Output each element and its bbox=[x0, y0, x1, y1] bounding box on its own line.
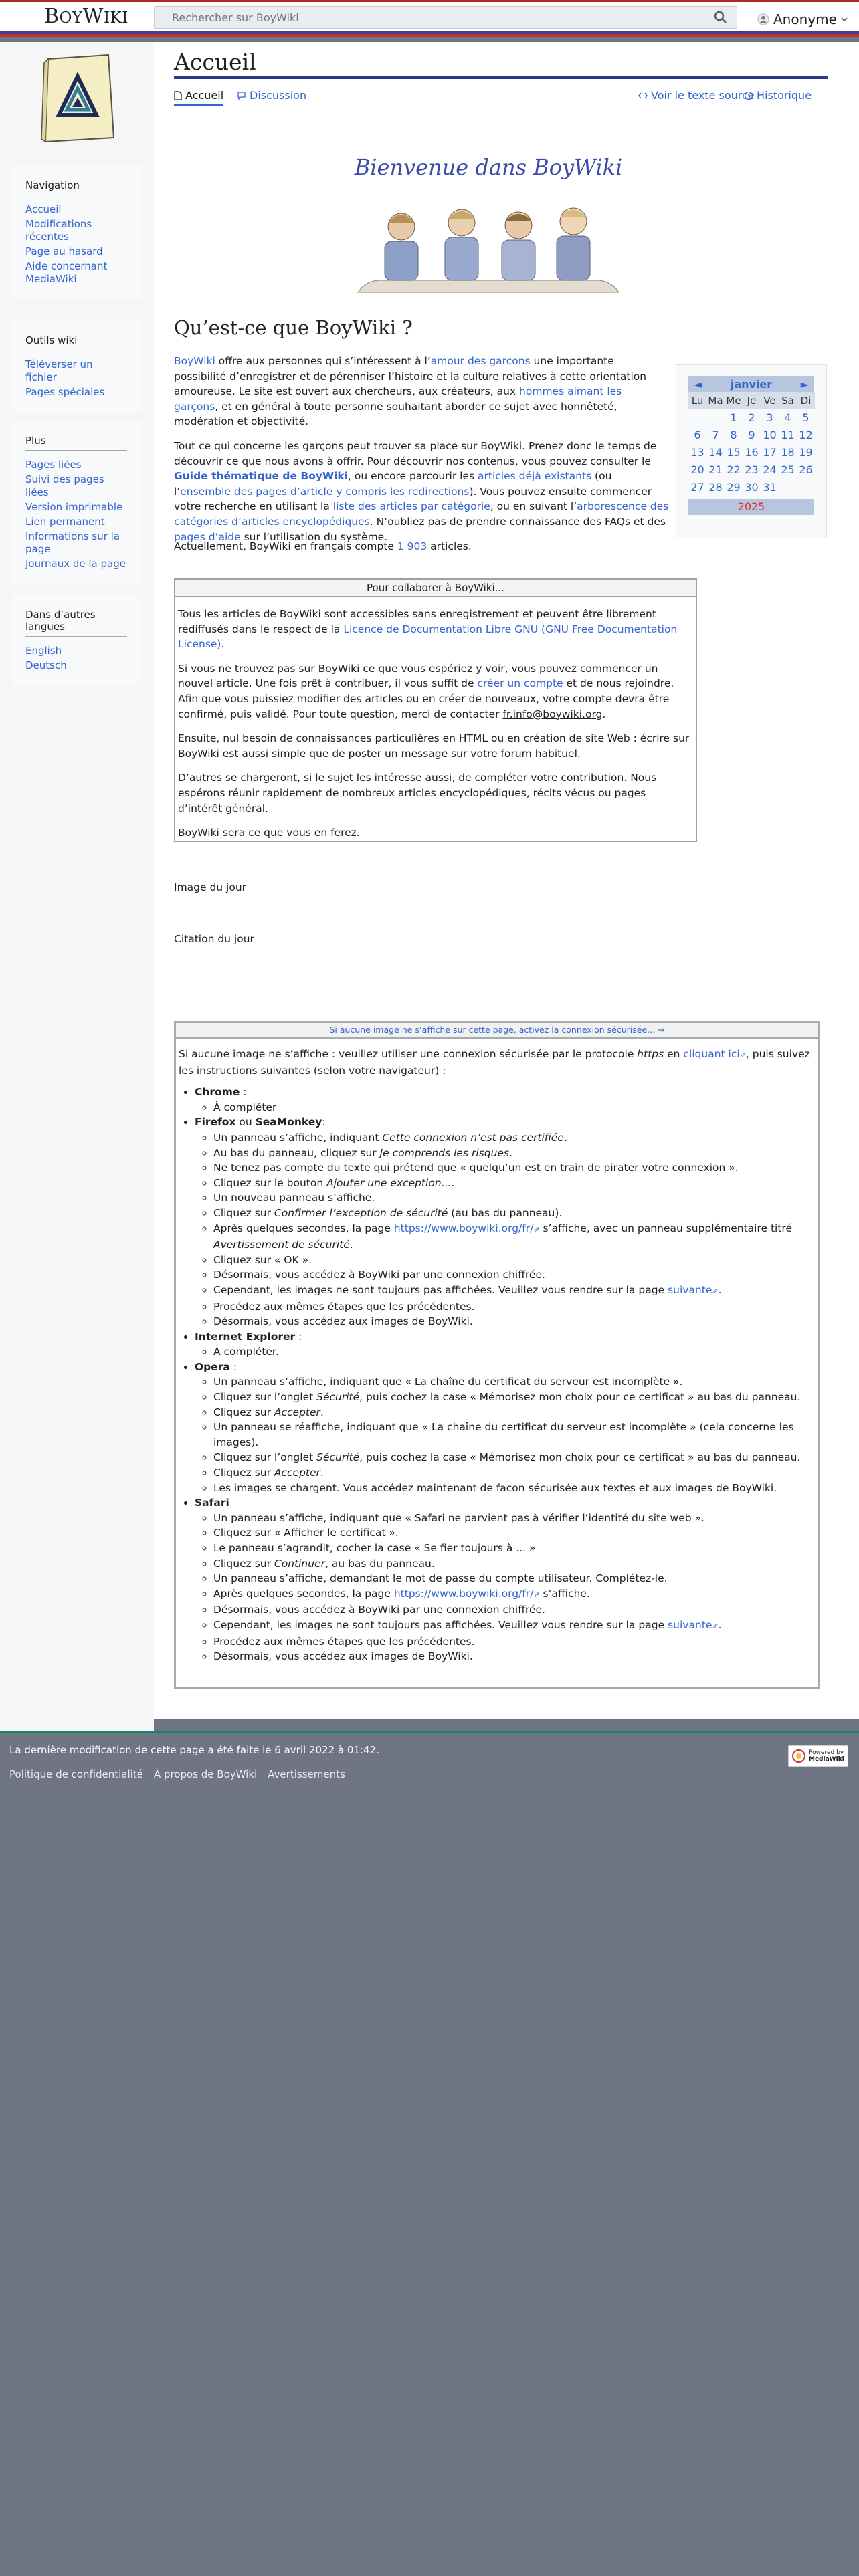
wordmark-w: W bbox=[82, 5, 104, 28]
browser-step bbox=[213, 1100, 816, 1115]
text-run: Tous les articles de BoyWiki sont accessibles sans enregistrement et peuvent être librement rediffusés dans le respect de la bbox=[178, 608, 656, 635]
inline-link[interactable]: BoyWiki bbox=[174, 355, 215, 367]
text-run: : bbox=[322, 1116, 326, 1129]
inline-link[interactable]: 1 903 bbox=[397, 540, 427, 552]
inline-link[interactable]: suivante bbox=[668, 1618, 712, 1631]
sidebar-item-special-pages[interactable]: Pages spéciales bbox=[25, 386, 105, 398]
browser-step bbox=[213, 1176, 816, 1191]
calendar-day[interactable]: 15 bbox=[727, 446, 741, 459]
header-red-rule bbox=[0, 34, 859, 37]
calendar-grid bbox=[688, 392, 814, 496]
calendar-day[interactable]: 1 bbox=[730, 411, 737, 424]
calendar-day bbox=[706, 409, 725, 427]
calendar-day[interactable]: 13 bbox=[690, 446, 704, 459]
text-run: À compléter. bbox=[213, 1346, 279, 1358]
calendar-prev-button[interactable]: ◄ bbox=[694, 377, 702, 391]
calendar-day[interactable]: 8 bbox=[730, 429, 737, 441]
wordmark-b: B bbox=[44, 5, 60, 28]
sidebar-item-page-info[interactable]: Informations sur la page bbox=[25, 530, 120, 555]
browser-item bbox=[195, 1495, 816, 1665]
browser-step bbox=[213, 1160, 816, 1176]
calendar-dayname: Ma bbox=[706, 392, 725, 409]
text-run: . bbox=[509, 1146, 512, 1159]
badge-bottom: MediaWiki bbox=[809, 1756, 844, 1763]
langs-portlet bbox=[11, 594, 142, 686]
badge-top: Powered by bbox=[809, 1749, 844, 1756]
article-count bbox=[174, 540, 472, 552]
text-run: . bbox=[320, 1406, 324, 1418]
tab-view-source-label: Voir le texte source bbox=[651, 89, 755, 102]
calendar-day[interactable]: 25 bbox=[781, 463, 795, 476]
tools-title: Outils wiki bbox=[25, 334, 127, 350]
sidebar-item-upload[interactable]: Téléverser un fichier bbox=[25, 358, 93, 383]
text-run: Cette connexion n’est pas certifiée bbox=[382, 1131, 564, 1144]
calendar-day bbox=[797, 479, 815, 496]
footer-links bbox=[9, 1768, 345, 1780]
text-run: Désormais, vous accédez aux images de BoyWiki. bbox=[213, 1315, 473, 1328]
calendar-day[interactable]: 27 bbox=[690, 481, 704, 494]
text-run: Avertissement de sécurité bbox=[213, 1239, 350, 1251]
text-run: Accepter bbox=[274, 1406, 320, 1418]
text-run: Tout ce qui concerne les garçons peut trouver sa place sur BoyWiki. Prenez donc le temps de découvrir ce que nous avons à offrir. Pour découvrir nos contenus, vous pouvez consulter le bbox=[174, 439, 657, 467]
collaborate-paragraph bbox=[178, 731, 693, 761]
tab-talk-label: Discussion bbox=[250, 89, 307, 102]
nav-portlet bbox=[11, 165, 142, 300]
browser-step bbox=[213, 1541, 816, 1556]
https-help-toggle[interactable]: Si aucune image ne s’affiche sur cette page, activez la connexion sécurisée... → bbox=[176, 1023, 818, 1039]
browser-step bbox=[213, 1374, 816, 1390]
browser-item bbox=[195, 1085, 816, 1115]
text-run: Opera bbox=[195, 1360, 230, 1373]
collaborate-title: Pour collaborer à BoyWiki... bbox=[175, 580, 696, 597]
browser-step bbox=[213, 1481, 816, 1496]
text-run: Procédez aux mêmes étapes que les précédentes. bbox=[213, 1635, 475, 1648]
intro-paragraph bbox=[174, 439, 669, 544]
text-run: , puis cochez la case « Mémorisez mon choix pour ce certificat » au bas du panneau. bbox=[359, 1451, 801, 1464]
nav-title: Navigation bbox=[25, 179, 127, 195]
calendar-day[interactable]: 11 bbox=[781, 429, 795, 441]
calendar-day[interactable]: 26 bbox=[799, 463, 813, 476]
banner-text: Bienvenue dans BoyWiki bbox=[354, 154, 623, 180]
text-run: Continuer bbox=[274, 1557, 325, 1570]
text-run: Cependant, les images ne sont toujours pas affichées. Veuillez vous rendre sur la page bbox=[213, 1283, 668, 1296]
collaborate-body bbox=[175, 597, 696, 841]
browser-steps bbox=[195, 1100, 816, 1115]
text-run: . bbox=[718, 1618, 722, 1631]
text-run: Confirmer l’exception de sécurité bbox=[274, 1206, 448, 1219]
welcome-banner bbox=[338, 148, 639, 302]
calendar-day[interactable]: 29 bbox=[727, 481, 741, 494]
browser-step bbox=[213, 1450, 816, 1465]
sidebar-item-printable[interactable]: Version imprimable bbox=[25, 501, 123, 513]
text-run: Ensuite, nul besoin de connaissances particulières en HTML ou en création de site Web : écrire sur BoyWiki est aussi simple que de poster un message sur votre forum habituel. bbox=[178, 732, 690, 760]
browser-step bbox=[213, 1283, 816, 1299]
text-run: (au bas du panneau). bbox=[448, 1206, 563, 1219]
text-run: Chrome bbox=[195, 1086, 240, 1099]
page-icon bbox=[174, 91, 182, 100]
browser-steps bbox=[195, 1344, 816, 1360]
browser-step bbox=[213, 1206, 816, 1221]
text-run: Un panneau se réaffiche, indiquant que « La chaîne du certificat du serveur est incomplète » (cela concerne les images). bbox=[213, 1421, 794, 1448]
inline-link[interactable]: ensemble des pages d’article y compris les redirections bbox=[180, 485, 470, 498]
browser-steps bbox=[195, 1130, 816, 1329]
badge-text bbox=[809, 1749, 844, 1763]
text-run: Sécurité bbox=[316, 1451, 360, 1464]
text-run: . bbox=[451, 1176, 455, 1189]
browser-steps bbox=[195, 1374, 816, 1495]
chevron-down-icon bbox=[841, 17, 848, 22]
sidebar-item-lang-deutsch[interactable]: Deutsch bbox=[25, 659, 67, 671]
browser-step bbox=[213, 1405, 816, 1420]
text-run: Ne tenez pas compte du texte qui prétend que « quelqu’un est en train de pirater votre connexion ». bbox=[213, 1162, 739, 1174]
calendar-day[interactable]: 20 bbox=[690, 463, 704, 476]
calendar-dayname: Lu bbox=[688, 392, 706, 409]
inline-link[interactable]: liste des articles par catégorie bbox=[332, 500, 490, 513]
search-icon[interactable] bbox=[714, 11, 727, 24]
browser-step bbox=[213, 1525, 816, 1541]
site-header bbox=[0, 2, 859, 34]
calendar-widget bbox=[676, 364, 827, 538]
calendar-dayname: Ve bbox=[761, 392, 779, 409]
text-run: en bbox=[664, 1048, 684, 1060]
text-run: À compléter bbox=[213, 1101, 277, 1113]
text-run: . bbox=[718, 1283, 722, 1296]
talk-icon bbox=[237, 91, 246, 100]
calendar-day[interactable]: 17 bbox=[763, 446, 777, 459]
text-run: Désormais, vous accédez à BoyWiki par une connexion chiffrée. bbox=[213, 1269, 545, 1281]
powered-by-mediawiki[interactable] bbox=[788, 1745, 848, 1767]
langs-title: Dans d’autres langues bbox=[25, 609, 127, 637]
calendar-day[interactable]: 14 bbox=[708, 446, 723, 459]
inline-link[interactable]: créer un compte bbox=[477, 677, 563, 690]
browser-list bbox=[179, 1085, 816, 1665]
section-heading: Qu’est-ce que BoyWiki ? bbox=[174, 316, 828, 342]
search-input[interactable] bbox=[155, 7, 703, 28]
code-icon bbox=[638, 91, 648, 100]
https-help-body bbox=[176, 1039, 818, 1665]
footer-disclaimer-link[interactable]: Avertissements bbox=[268, 1768, 345, 1780]
browser-steps bbox=[195, 1511, 816, 1665]
tab-history-label: Historique bbox=[757, 89, 812, 102]
site-logo-icon[interactable] bbox=[33, 51, 120, 146]
text-run: Un panneau s’affiche, demandant le mot de passe du compte utilisateur. Complétez-le. bbox=[213, 1572, 668, 1585]
text-run: , ou encore parcourir les bbox=[348, 470, 478, 483]
browser-step bbox=[213, 1649, 816, 1665]
intro-paragraph bbox=[174, 354, 669, 429]
text-run: Cliquez sur bbox=[213, 1467, 274, 1479]
calendar-dayname: Di bbox=[797, 392, 815, 409]
text-run: offre aux personnes qui s’intéressent à l’ bbox=[215, 355, 431, 367]
text-run: . bbox=[563, 1131, 567, 1144]
calendar-day[interactable]: 19 bbox=[799, 446, 813, 459]
text-run: : bbox=[295, 1330, 302, 1343]
text-run: Je comprends les risques bbox=[379, 1146, 510, 1159]
text-run: : bbox=[240, 1086, 247, 1099]
browser-step bbox=[213, 1586, 816, 1603]
text-run: Cliquez sur bbox=[213, 1206, 274, 1219]
calendar-day bbox=[688, 409, 706, 427]
text-run: Après quelques secondes, la page bbox=[213, 1587, 394, 1600]
sidebar-item-recent-changes[interactable]: Modifications récentes bbox=[25, 218, 92, 243]
browser-item bbox=[195, 1115, 816, 1329]
text-run: Cliquez sur « OK ». bbox=[213, 1253, 312, 1266]
calendar-dayname: Me bbox=[725, 392, 743, 409]
boy-figure bbox=[557, 208, 590, 280]
sidebar-item-mediawiki-help[interactable]: Aide concernant MediaWiki bbox=[25, 260, 108, 285]
text-run: Firefox bbox=[195, 1116, 236, 1129]
text-run: , au bas du panneau. bbox=[324, 1557, 435, 1570]
browser-step bbox=[213, 1221, 816, 1253]
browser-step bbox=[213, 1465, 816, 1481]
text-run: Cliquez sur l’onglet bbox=[213, 1451, 317, 1464]
calendar-day[interactable]: 3 bbox=[766, 411, 773, 424]
browser-step bbox=[213, 1571, 816, 1586]
text-run: Cliquez sur bbox=[213, 1406, 274, 1418]
browser-step bbox=[213, 1146, 816, 1161]
text-run: Les images se chargent. Vous accédez maintenant de façon sécurisée aux textes et aux images de BoyWiki. bbox=[213, 1481, 777, 1494]
inline-link[interactable]: hommes aimant les garçons bbox=[174, 385, 622, 413]
last-modified: La dernière modification de cette page a été faite le 6 avril 2022 à 01:42. bbox=[9, 1744, 379, 1756]
calendar-day[interactable]: 21 bbox=[708, 463, 723, 476]
https-help-intro bbox=[179, 1047, 816, 1078]
collaborate-paragraph bbox=[178, 825, 693, 841]
text-run: sur l’utilisation du système. bbox=[240, 530, 388, 543]
inline-link[interactable]: Guide thématique de BoyWiki bbox=[174, 470, 349, 483]
text-run: Au bas du panneau, cliquez sur bbox=[213, 1146, 380, 1159]
text-run: Actuellement, BoyWiki en français compte bbox=[174, 540, 397, 552]
sidebar-item-lang-english[interactable]: English bbox=[25, 645, 62, 657]
calendar-day[interactable]: 7 bbox=[712, 429, 719, 441]
text-run: Un nouveau panneau s’affiche. bbox=[213, 1192, 375, 1204]
calendar-day[interactable]: 2 bbox=[748, 411, 755, 424]
text-run: Cliquez sur bbox=[213, 1557, 274, 1570]
boy-figure bbox=[385, 213, 418, 280]
collaborate-paragraph bbox=[178, 661, 693, 722]
text-run: Internet Explorer bbox=[195, 1330, 296, 1343]
text-run: SeaMonkey bbox=[255, 1116, 322, 1129]
text-run: articles. bbox=[427, 540, 472, 552]
calendar-day[interactable]: 6 bbox=[694, 429, 701, 441]
text-run: BoyWiki sera ce que vous en ferez. bbox=[178, 827, 360, 839]
text-run: . bbox=[602, 708, 606, 720]
text-run: . bbox=[349, 1239, 353, 1251]
browser-step bbox=[213, 1634, 816, 1650]
text-run: Sécurité bbox=[316, 1391, 360, 1404]
text-run: et de nous rejoindre. Afin que vous puissiez modifier des articles ou en créer de nouveaux, votre compte devra être confirmé, puis validé. Pour toute question, merci de contacter bbox=[178, 677, 674, 720]
text-run: D’autres se chargeront, si le sujet les intéresse aussi, de compléter votre contribution. Nous espérons réunir rapidement de nombreux articles encyclopédiques, récits vécus ou pages d’intérêt général. bbox=[178, 772, 657, 815]
text-run: une importante possibilité d’enregistrer et de pérenniser l’histoire et la culture relatives à cette orientation amoureuse. Le site est ouvert aux chercheurs, aux créateurs, aux bbox=[174, 355, 647, 398]
text-run: , puis suivez les instructions suivantes (selon votre navigateur) : bbox=[179, 1048, 810, 1077]
calendar-day[interactable]: 5 bbox=[802, 411, 809, 424]
text-run: Cependant, les images ne sont toujours pas affichées. Veuillez vous rendre sur la page bbox=[213, 1618, 668, 1631]
calendar-header bbox=[688, 376, 814, 392]
text-run: Un panneau s’affiche, indiquant que « La chaîne du certificat du serveur est incomplète ». bbox=[213, 1376, 683, 1388]
text-run: s’affiche. bbox=[539, 1587, 590, 1600]
text-run: (ou l’ bbox=[174, 470, 612, 498]
text-run: Un panneau s’affiche, indiquant que « Safari ne parvient pas à vérifier l’identité du site web ». bbox=[213, 1511, 704, 1524]
text-run: Désormais, vous accédez aux images de BoyWiki. bbox=[213, 1650, 473, 1663]
browser-item bbox=[195, 1329, 816, 1360]
sidebar-item-permalink[interactable]: Lien permanent bbox=[25, 516, 105, 528]
calendar-day[interactable]: 16 bbox=[745, 446, 759, 459]
sidebar-item-home[interactable]: Accueil bbox=[25, 203, 62, 215]
text-run: Si vous ne trouvez pas sur BoyWiki ce que vous espériez y voir, vous pouvez commencer un nouvel article. Une fois prêt à contribuer, il vous suffit de bbox=[178, 662, 658, 690]
tab-main-label: Accueil bbox=[185, 89, 224, 102]
browser-step bbox=[213, 1253, 816, 1268]
footer-privacy-link[interactable]: Politique de confidentialité bbox=[9, 1768, 143, 1780]
browser-step bbox=[213, 1390, 816, 1405]
browser-item bbox=[195, 1360, 816, 1495]
text-run: . N’oubliez pas de prendre connaissance des FAQs et des bbox=[369, 515, 666, 528]
inline-link[interactable]: cliquant ici bbox=[683, 1048, 740, 1060]
text-run: Cliquez sur le bouton bbox=[213, 1176, 327, 1189]
browser-step bbox=[213, 1618, 816, 1634]
text-run: Le panneau s’agrandit, cocher la case « Se fier toujours à ... » bbox=[213, 1542, 536, 1554]
sidebar-item-related-changes[interactable]: Suivi des pages liées bbox=[25, 473, 104, 498]
mediawiki-icon bbox=[791, 1749, 806, 1763]
calendar-day[interactable]: 28 bbox=[708, 481, 723, 494]
inline-link[interactable]: suivante bbox=[668, 1283, 712, 1296]
external-link-icon: ⇗ bbox=[712, 1621, 719, 1630]
tab-history[interactable] bbox=[744, 89, 812, 102]
user-menu[interactable] bbox=[757, 10, 848, 29]
calendar-day[interactable]: 24 bbox=[763, 463, 777, 476]
collaborate-paragraph bbox=[178, 770, 693, 816]
browser-step bbox=[213, 1344, 816, 1360]
text-run: Si aucune image ne s’affiche : veuillez utiliser une connexion sécurisée par le protocole bbox=[179, 1048, 638, 1060]
text-run: Cliquez sur « Afficher le certificat ». bbox=[213, 1527, 399, 1539]
user-avatar-icon bbox=[757, 13, 769, 25]
text-run: . bbox=[320, 1467, 324, 1479]
tab-view-source[interactable] bbox=[638, 89, 755, 102]
text-run: Après quelques secondes, la page bbox=[213, 1222, 394, 1235]
calendar-day[interactable]: 9 bbox=[748, 429, 755, 441]
more-title: Plus bbox=[25, 435, 127, 451]
user-label: Anonyme bbox=[773, 11, 837, 27]
browser-step bbox=[213, 1314, 816, 1329]
calendar-day[interactable]: 4 bbox=[784, 411, 791, 424]
tab-talk[interactable] bbox=[237, 89, 306, 102]
external-link-icon: ⇗ bbox=[712, 1286, 719, 1295]
text-run: ). Vous pouvez ensuite commencer votre recherche en utilisant la bbox=[174, 485, 652, 513]
tab-main[interactable] bbox=[174, 89, 223, 106]
browser-step bbox=[213, 1190, 816, 1206]
inline-link[interactable]: amour des garçons bbox=[430, 355, 531, 367]
email-link[interactable]: fr.info@boywiki.org bbox=[502, 708, 603, 720]
text-run: Ajouter une exception... bbox=[326, 1176, 452, 1189]
inline-link[interactable]: Licence de Documentation Libre GNU (GNU Free Documentation License) bbox=[178, 623, 678, 651]
text-run: Un panneau s’affiche, indiquant bbox=[213, 1131, 383, 1144]
browser-step bbox=[213, 1130, 816, 1146]
wordmark-iki: IKI bbox=[103, 9, 128, 27]
intro-text bbox=[174, 354, 669, 554]
calendar-next-button[interactable]: ► bbox=[800, 377, 809, 391]
inline-link[interactable]: articles déjà existants bbox=[478, 470, 592, 483]
footer-about-link[interactable]: À propos de BoyWiki bbox=[153, 1768, 258, 1780]
calendar-dayname: Je bbox=[743, 392, 761, 409]
page-title: Accueil bbox=[174, 49, 828, 79]
calendar-day[interactable]: 30 bbox=[745, 481, 759, 494]
browser-step bbox=[213, 1556, 816, 1572]
sidebar-item-page-logs[interactable]: Journaux de la page bbox=[25, 558, 126, 570]
browser-step bbox=[213, 1420, 816, 1450]
inline-link[interactable]: https://www.boywiki.org/fr/ bbox=[393, 1587, 534, 1600]
text-run: ou bbox=[235, 1116, 256, 1129]
browser-step bbox=[213, 1511, 816, 1526]
inline-link[interactable]: arborescence des catégories d’articles encyclopédiques bbox=[174, 500, 669, 528]
external-link-icon: ⇗ bbox=[533, 1590, 540, 1599]
calendar-month[interactable]: janvier bbox=[730, 377, 773, 391]
calendar-day[interactable]: 22 bbox=[727, 463, 741, 476]
text-run: , ou en suivant l’ bbox=[490, 500, 577, 513]
text-run: Cliquez sur l’onglet bbox=[213, 1391, 317, 1404]
search-box bbox=[154, 6, 737, 29]
boy-figure bbox=[445, 209, 478, 280]
external-link-icon: ⇗ bbox=[533, 1224, 540, 1234]
text-run: . bbox=[221, 638, 225, 651]
history-icon bbox=[744, 91, 753, 100]
calendar-dayname: Sa bbox=[779, 392, 797, 409]
calendar-day[interactable]: 31 bbox=[763, 481, 777, 494]
text-run: s’affiche, avec un panneau supplémentaire titré bbox=[539, 1222, 792, 1235]
https-help-box bbox=[174, 1021, 820, 1689]
inline-link[interactable]: pages d’aide bbox=[174, 530, 241, 543]
page-tabs bbox=[174, 86, 828, 106]
text-run: : bbox=[229, 1360, 237, 1373]
browser-step bbox=[213, 1299, 816, 1315]
browser-step bbox=[213, 1267, 816, 1283]
text-run: https bbox=[637, 1048, 664, 1060]
collaborate-box bbox=[174, 578, 697, 842]
external-link-icon: ⇗ bbox=[739, 1051, 746, 1059]
text-run: Procédez aux mêmes étapes que les précédentes. bbox=[213, 1300, 475, 1313]
boy-figure bbox=[502, 212, 535, 280]
quote-of-day-heading: Citation du jour bbox=[174, 933, 254, 945]
calendar-day bbox=[779, 479, 797, 496]
tools-portlet bbox=[11, 320, 142, 413]
page-footer bbox=[0, 1733, 859, 1800]
wordmark-oy: OY bbox=[59, 9, 83, 27]
calendar-day[interactable]: 23 bbox=[745, 463, 759, 476]
more-portlet bbox=[11, 420, 142, 584]
calendar-day[interactable]: 12 bbox=[799, 429, 813, 441]
text-run: Accepter bbox=[274, 1467, 320, 1479]
sidebar-item-random-page[interactable]: Page au hasard bbox=[25, 245, 103, 257]
text-run: Safari bbox=[195, 1497, 229, 1509]
browser-step bbox=[213, 1602, 816, 1618]
calendar-year[interactable]: 2025 bbox=[688, 499, 814, 515]
calendar-day[interactable]: 18 bbox=[781, 446, 795, 459]
text-run: , et en général à toute personne souhaitant aborder ce sujet avec honnêteté, modération et objectivité. bbox=[174, 400, 617, 428]
calendar-day[interactable]: 10 bbox=[763, 429, 777, 441]
main-content bbox=[154, 42, 859, 1719]
text-run: Désormais, vous accédez à BoyWiki par une connexion chiffrée. bbox=[213, 1604, 545, 1616]
sidebar-item-what-links-here[interactable]: Pages liées bbox=[25, 459, 82, 471]
text-run: , puis cochez la case « Mémorisez mon choix pour ce certificat » au bas du panneau. bbox=[359, 1391, 801, 1404]
picture-of-day-heading: Image du jour bbox=[174, 881, 247, 893]
collaborate-paragraph bbox=[178, 607, 693, 652]
inline-link[interactable]: https://www.boywiki.org/fr/ bbox=[393, 1222, 534, 1235]
site-wordmark[interactable] bbox=[44, 5, 128, 28]
